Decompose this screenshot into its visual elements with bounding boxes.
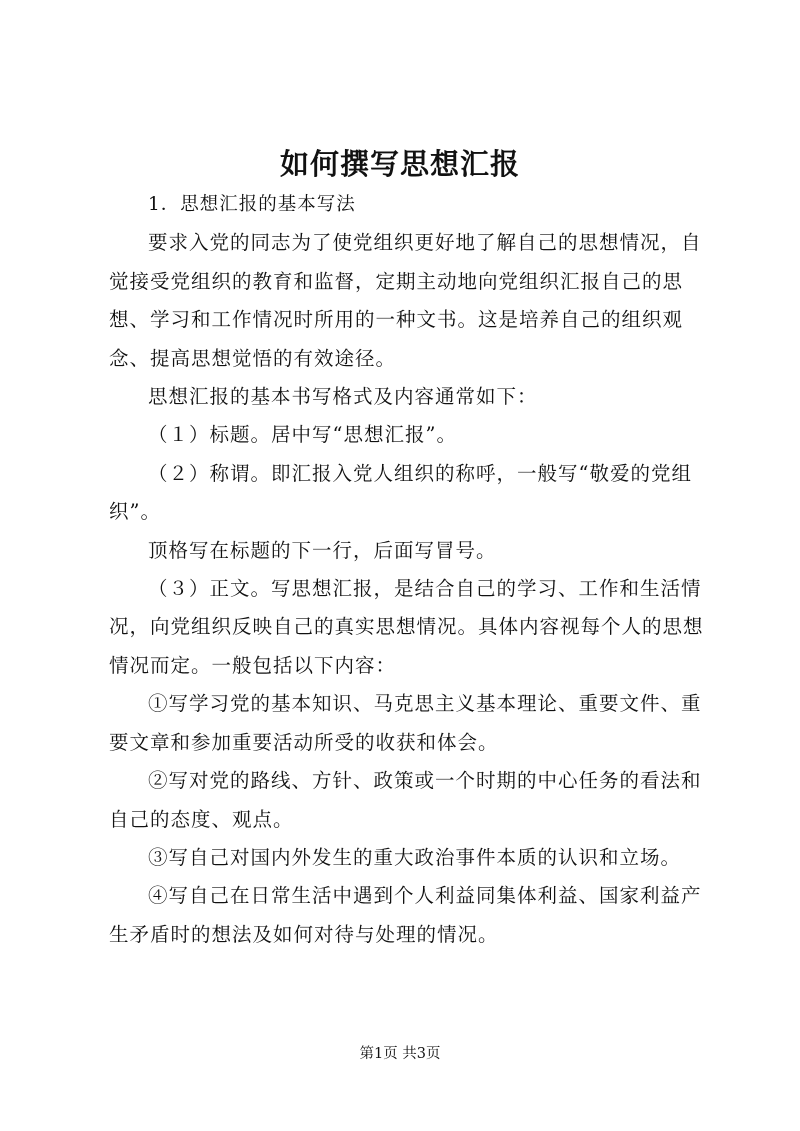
paragraph: 要求入党的同志为了使党组织更好地了解自己的思想情况，自觉接受党组织的教育和监督，定期主动地向党组织汇报自己的思想、学习和工作情况时所用的一种文书。这是培养自己的组织观念、提高思想觉悟的有效途径。 [109, 231, 702, 370]
list-item: ③写自己对国内外发生的重大政治事件本质的认识和立场。 [148, 845, 682, 869]
paragraph: （２）称谓。即汇报入党人组织的称呼，一般写“敬爱的党组织”。 [109, 461, 692, 524]
list-item: ②写对党的路线、方针、政策或一个时期的中心任务的看法和自己的态度、观点。 [109, 769, 702, 831]
page-footer: 第1页 共3页 [359, 1046, 441, 1062]
list-item: ④写自己在日常生活中遇到个人利益同集体利益、国家利益产生矛盾时的想法及如何对待与处理的情况。 [109, 884, 702, 946]
paragraph: 思想汇报的基本书写格式及内容通常如下： [148, 385, 538, 409]
paragraph: 顶格写在标题的下一行，后面写冒号。 [148, 538, 497, 562]
paragraph: （３）正文。写思想汇报，是结合自己的学习、工作和生活情况，向党组织反映自己的真实思想情况。具体内容视每个人的思想情况而定。一般包括以下内容： [109, 577, 704, 677]
paragraph: （１）标题。居中写“思想汇报”。 [148, 423, 457, 447]
document-title: 如何撰写思想汇报 [279, 147, 520, 181]
section-heading: 1．思想汇报的基本写法 [148, 194, 356, 215]
list-item: ①写学习党的基本知识、马克思主义基本理论、重要文件、重要文章和参加重要活动所受的收获和体会。 [109, 692, 702, 754]
document-body [109, 186, 709, 954]
